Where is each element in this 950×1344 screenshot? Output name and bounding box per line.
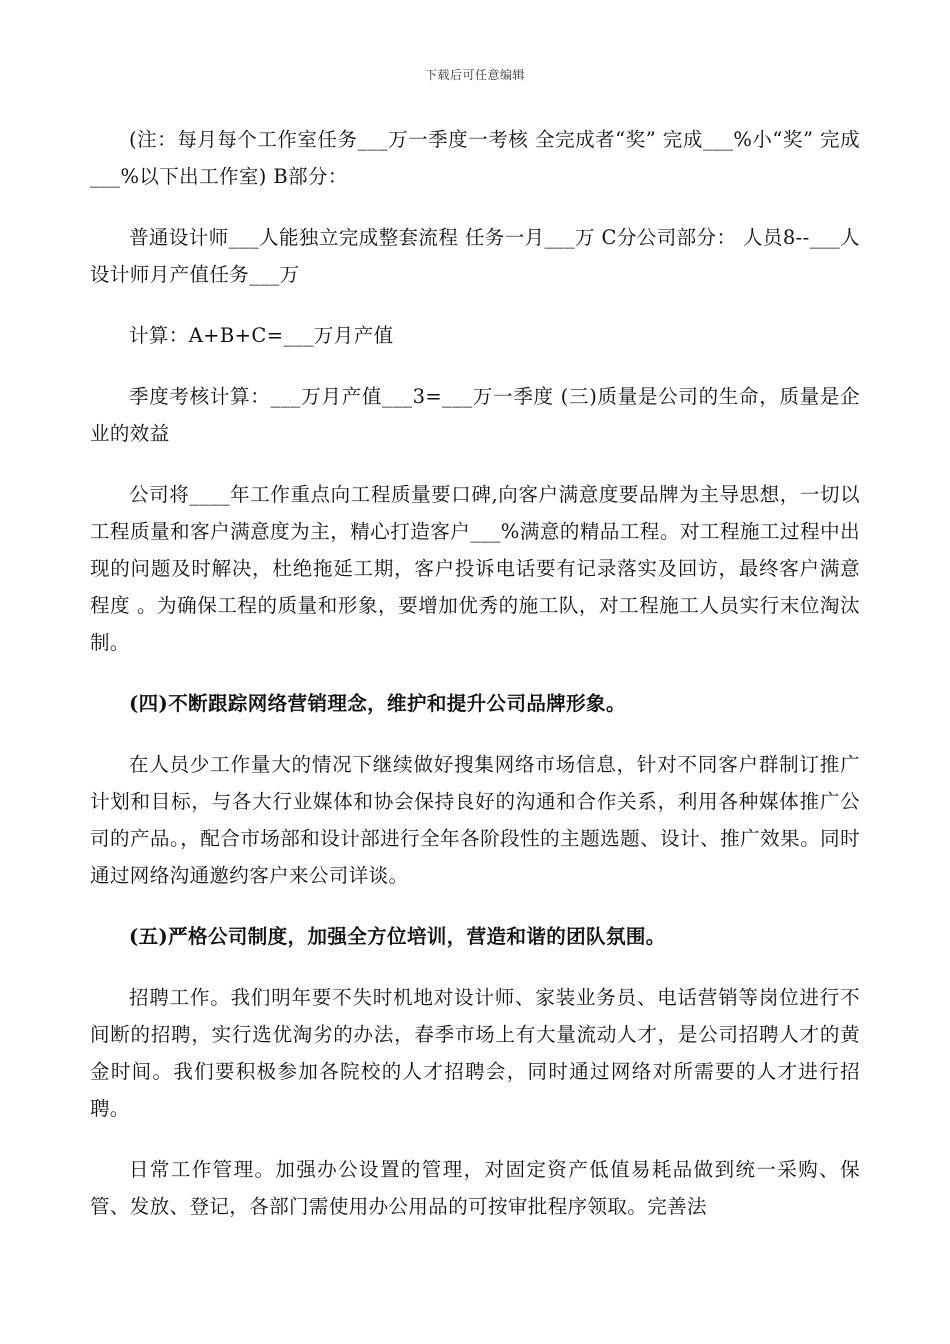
paragraph-recruitment: 招聘工作。我们明年要不失时机地对设计师、家装业务员、电话营销等岗位进行不间断的招聘，实行选优淘劣的办法，春季市场上有大量流动人才，是公司招聘人才的黄金时间。我们要积极参加各院校的人才招聘会，同时通过网络对所需要的人才进行招聘。	[90, 986, 860, 1120]
document-body	[90, 121, 860, 1249]
paragraph-daily-management: 日常工作管理。加强办公设置的管理，对固定资产低值易耗品做到统一采购、保管、发放、登记，各部门需使用办公用品的可按审批程序领取。完善法	[90, 1158, 860, 1218]
paragraph-quarterly-calculation: 季度考核计算：___万月产值___3=___万一季度 (三)质量是公司的生命，质量是企业的效益	[90, 385, 860, 445]
paragraph-quality: 公司将____年工作重点向工程质量要口碑,向客户满意度要品牌为主导思想，一切以工程质量和客户满意度为主，精心打造客户___%满意的精品工程。对工程施工过程中出现的问题及时解决，杜绝拖延工期，客户投诉电话要有记录落实及回访，最终客户满意程度 。为确保工程的质量和形象，要增加优秀的施工队，对工程施工人员实行末位淘汰制。	[90, 483, 860, 654]
heading-section-five: (五)严格公司制度，加强全方位培训，营造和谐的团队氛围。	[129, 925, 666, 948]
heading-section-four: (四)不断跟踪网络营销理念，维护和提升公司品牌形象。	[129, 692, 626, 715]
paragraph-calculation: 计算：A+B+C=___万月产值	[129, 324, 394, 347]
page-header-note: 下载后可任意编辑	[424, 68, 525, 82]
paragraph-network-marketing: 在人员少工作量大的情况下继续做好搜集网络市场信息，针对不同客户群制订推广计划和目标，与各大行业媒体和协会保持良好的沟通和合作关系，利用各种媒体推广公司的产品。，配合市场部和设计部进行全年各阶段性的主题选题、设计、推广效果。同时通过网络沟通邀约客户来公司详谈。	[90, 753, 860, 887]
paragraph-designers-section-c: 普通设计师___人能独立完成整套流程 任务一月___万 C分公司部分： 人员8--___人设计师月产值任务___万	[90, 226, 860, 286]
paragraph-note-section-b: (注：每月每个工作室任务___万一季度一考核 全完成者“奖” 完成___%小“奖” 完成___%以下出工作室) B部分：	[90, 128, 860, 188]
